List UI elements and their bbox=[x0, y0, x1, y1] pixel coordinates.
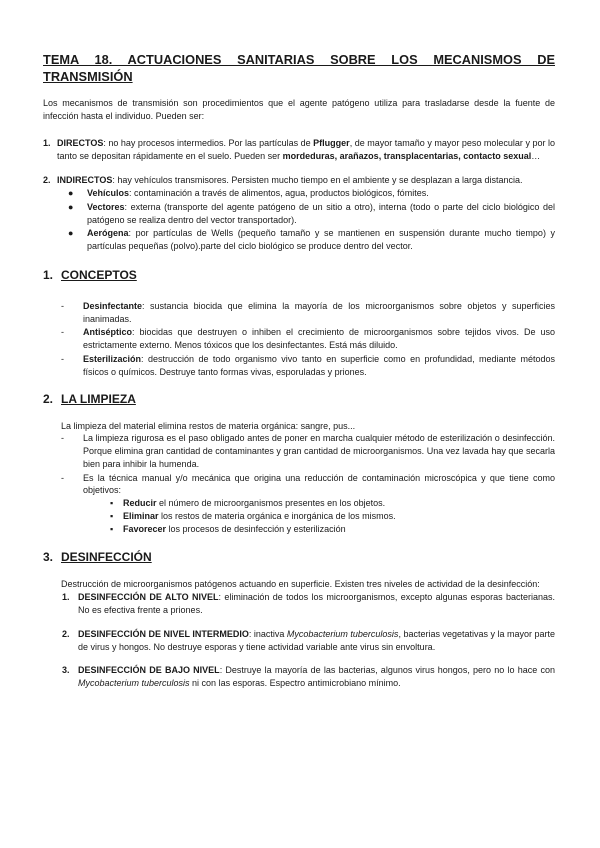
text-run: : hay vehículos transmisores. Persisten mucho tiempo en el ambiente y se desplazan a larga distancia. bbox=[112, 175, 523, 186]
item-term: Eliminar bbox=[123, 510, 159, 521]
level-number: 3. bbox=[62, 665, 70, 676]
square-bullet-icon: ▪ bbox=[110, 498, 114, 509]
mechanism-directos bbox=[43, 137, 555, 163]
item-term: Esterilización bbox=[83, 354, 142, 364]
item-text: los restos de materia orgánica e inorgánica de los mismos. bbox=[158, 510, 396, 521]
dash-icon: - bbox=[61, 327, 64, 338]
item-text: : sustancia biocida que elimina la mayoría de los microorganismos sobre objetos y superficies inanimadas. bbox=[83, 300, 555, 324]
text-run: : Destruye la mayoría de las bacterias, algunos virus hongos, pero no lo hace con bbox=[219, 665, 555, 676]
section-number: 1. bbox=[43, 267, 54, 282]
square-bullet-icon: ▪ bbox=[110, 510, 114, 521]
text-run: : no hay procesos intermedios. Por las partículas de bbox=[103, 137, 314, 148]
mechanism-number: 2. bbox=[43, 175, 51, 186]
section-title: LA LIMPIEZA bbox=[61, 391, 136, 406]
section-title: CONCEPTOS bbox=[61, 267, 137, 282]
bullet-icon: ● bbox=[68, 228, 74, 239]
list-item bbox=[68, 201, 555, 227]
direct-examples: mordeduras, arañazos, transplacentarias, contacto sexual bbox=[282, 150, 532, 161]
list-item bbox=[61, 472, 555, 536]
mechanism-number: 1. bbox=[43, 137, 51, 148]
bullet-icon: ● bbox=[68, 201, 74, 212]
concepts-list bbox=[43, 300, 555, 379]
level-alto bbox=[62, 591, 555, 617]
list-item bbox=[61, 326, 555, 352]
mechanism-indirectos bbox=[43, 174, 555, 253]
dash-icon: - bbox=[61, 472, 64, 483]
list-item bbox=[110, 497, 555, 510]
item-term: Vectores bbox=[87, 201, 125, 212]
desinfeccion-intro: Destrucción de microorganismos patógenos actuando en superficie. Existen tres niveles de actividad de la desinfección: bbox=[61, 579, 540, 590]
mechanisms-list bbox=[43, 137, 555, 253]
item-term: Favorecer bbox=[123, 523, 167, 534]
item-text: La limpieza rigurosa es el paso obligado antes de poner en marcha cualquier método de esterilización o desinfección. Porque elimina gran cantidad de contaminantes y gran cantidad de microorganismos. Una vez lavada hay que secarla bien para inhibir la humenda. bbox=[83, 433, 555, 469]
item-term: Vehículos bbox=[87, 188, 130, 199]
section-heading-desinfeccion bbox=[43, 549, 555, 566]
level-term: DESINFECCIÓN DE ALTO NIVEL bbox=[78, 592, 219, 603]
section-title: DESINFECCIÓN bbox=[61, 550, 152, 565]
section-heading-conceptos bbox=[43, 267, 555, 284]
level-number: 2. bbox=[62, 628, 70, 639]
level-term: DESINFECCIÓN DE BAJO NIVEL bbox=[78, 665, 220, 676]
text-run: , bacterias vegetativas y la mayor parte de virus y hongos. No destruye esporas y tiene actividad variable ante virus sin envoltura. bbox=[78, 628, 556, 652]
item-text: Es la técnica manual y/o mecánica que origina una reducción de contaminación microscópica y que tiene como objetivos: bbox=[83, 472, 555, 496]
text-run: , de mayor tamaño y mayor peso molecular y por lo tanto se depositan rápidamente en el suelo. Pueden ser bbox=[57, 137, 556, 161]
item-term: Antiséptico bbox=[83, 327, 133, 338]
list-item bbox=[110, 523, 555, 536]
text-run: … bbox=[531, 150, 541, 161]
dash-icon: - bbox=[61, 300, 64, 311]
square-bullet-icon: ▪ bbox=[110, 523, 114, 534]
item-text: : destrucción de todo organismo vivo tanto en superficie como en profundidad, mediante métodos físicos o químicos. Destruye tanto formas vivas, esporuladas y priones. bbox=[83, 354, 555, 377]
list-item bbox=[61, 432, 555, 470]
item-text: : contaminación a través de alimentos, agua, productos biológicos, fómites. bbox=[129, 188, 429, 199]
item-text: : externa (transporte del agente patógeno de un sitio a otro), interna (todo o parte del ciclo biológico del patógeno se realiza dentro del vector transportador). bbox=[87, 201, 555, 225]
limpieza-intro: La limpieza del material elimina restos de materia orgánica: sangre, pus... bbox=[61, 420, 356, 431]
dash-icon: - bbox=[61, 354, 64, 364]
text-run: ni con las esporas. Espectro antimicrobiano mínimo. bbox=[189, 678, 401, 689]
text-run: : inactiva bbox=[248, 628, 287, 639]
pflugger-term: Pflugger bbox=[313, 137, 350, 148]
section-number: 2. bbox=[43, 391, 54, 406]
objectives-list bbox=[83, 497, 555, 535]
item-term: Aerógena bbox=[87, 228, 129, 239]
mechanism-directos-text bbox=[57, 137, 555, 163]
list-item bbox=[61, 353, 555, 379]
document-title: TEMA 18. ACTUACIONES SANITARIAS SOBRE LOS MECANISMOS DE TRANSMISIÓN bbox=[43, 52, 555, 84]
dash-icon: - bbox=[61, 433, 64, 444]
level-number: 1. bbox=[62, 592, 70, 603]
intro-paragraph: Los mecanismos de transmisión son procedimientos que el agente patógeno utiliza para trasladarse desde la fuente de infección hasta el individuo. Pueden ser: bbox=[43, 98, 555, 122]
bullet-icon: ● bbox=[68, 188, 74, 199]
mechanism-indirectos-text bbox=[57, 174, 555, 187]
level-text: : eliminación de todos los microorganismos, excepto algunas esporas bacterianas. No es efectiva frente a priones. bbox=[78, 592, 555, 616]
mechanism-term: INDIRECTOS bbox=[57, 175, 113, 186]
item-text: : biocidas que destruyen o inhiben el crecimiento de microorganismos sobre tejidos vivos. De uso estrictamente externo. Menos tóxicos que los desinfectantes. Está más diluido. bbox=[83, 327, 555, 351]
item-term: Reducir bbox=[123, 498, 157, 509]
species-name: Mycobacterium tuberculosis bbox=[78, 678, 190, 689]
level-term: DESINFECCIÓN DE NIVEL INTERMEDIO bbox=[78, 628, 249, 639]
item-text: el número de microorganismos presentes en los objetos. bbox=[156, 498, 386, 509]
item-text: los procesos de desinfección y esterilización bbox=[166, 523, 346, 534]
mechanism-term: DIRECTOS bbox=[57, 137, 104, 148]
species-name: Mycobacterium tuberculosis bbox=[286, 628, 399, 639]
limpieza-list bbox=[43, 432, 555, 535]
list-item bbox=[110, 510, 555, 523]
item-text: : por partículas de Wells (pequeño tamaño y se mantienen en suspensión durante mucho tiempo) y partículas pequeñas (polvo).parte del ciclo biológico se produce dentro del vector. bbox=[87, 228, 555, 252]
level-bajo bbox=[62, 664, 555, 690]
section-heading-limpieza bbox=[43, 391, 555, 408]
list-item bbox=[61, 300, 555, 326]
item-term: Desinfectante bbox=[83, 300, 143, 311]
list-item bbox=[68, 187, 555, 200]
document-page bbox=[43, 52, 555, 701]
level-intermedio bbox=[62, 628, 556, 654]
disinfection-levels-list bbox=[43, 591, 555, 690]
section-number: 3. bbox=[43, 550, 54, 565]
indirect-types-list bbox=[57, 187, 555, 253]
list-item bbox=[68, 227, 555, 253]
